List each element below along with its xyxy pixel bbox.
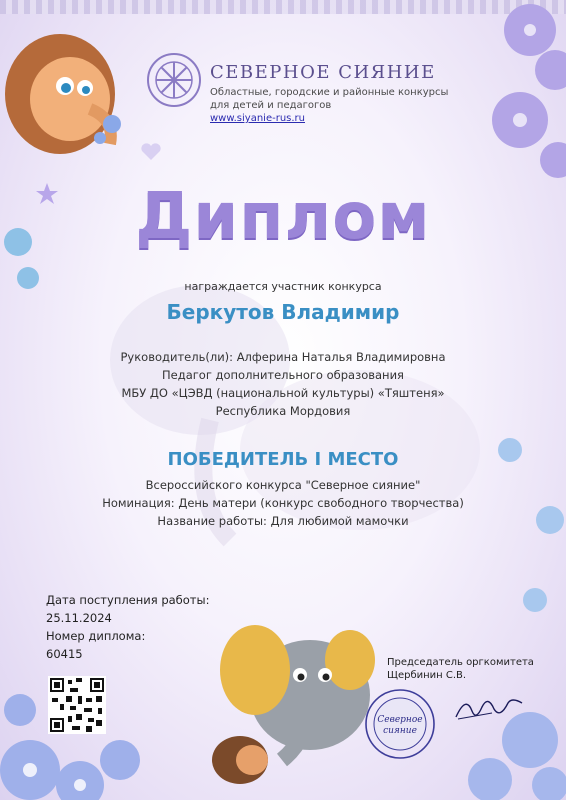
diploma-meta	[46, 591, 209, 663]
elephant-illustration	[200, 600, 380, 790]
supervisor-line: Руководитель(ли): Алферина Наталья Владимировна	[120, 350, 446, 364]
org-tagline	[210, 86, 450, 112]
mammoth-illustration	[0, 14, 130, 174]
diploma-title: Диплом	[135, 180, 431, 254]
org-url-link[interactable]: www.siyanie-rus.ru	[210, 113, 305, 124]
heart-icon	[140, 142, 162, 162]
region-line: Республика Мордовия	[215, 404, 351, 418]
contest-info	[0, 476, 566, 530]
awarded-text: награждается участник конкурса	[184, 280, 382, 293]
qr-code-icon[interactable]	[48, 676, 106, 734]
chair-title: Председатель оргкомитета	[387, 657, 534, 668]
stamp-text-1: Северное	[377, 715, 423, 725]
chair-name: Щербинин С.В.	[387, 670, 467, 681]
winner-place: ПОБЕДИТЕЛЬ I МЕСТО	[167, 449, 399, 470]
org-tagline-line2: для детей и педагогов	[210, 100, 332, 111]
org-name: СЕВЕРНОЕ СИЯНИЕ	[210, 62, 436, 83]
institution-line: МБУ ДО «ЦЭВД (национальной культуры) «Тяштеня»	[121, 386, 445, 400]
position-line: Педагог дополнительного образования	[162, 368, 404, 382]
stamp-text-2: сияние	[383, 726, 417, 736]
supervisor-info	[0, 348, 566, 420]
stamp-seal	[364, 688, 436, 760]
number-value: 60415	[46, 647, 83, 661]
flowers-top-right	[470, 0, 566, 200]
chair-block	[387, 656, 534, 682]
snowflake-logo-icon	[146, 52, 202, 108]
work-title-line: Название работы: Для любимой мамочки	[157, 514, 409, 528]
number-label: Номер диплома:	[46, 629, 146, 643]
date-label: Дата поступления работы:	[46, 593, 210, 607]
org-tagline-line1: Областные, городские и районные конкурсы	[210, 87, 449, 98]
date-value: 25.11.2024	[46, 611, 112, 625]
nomination-line: Номинация: День матери (конкурс свободного творчества)	[102, 496, 464, 510]
contest-line: Всероссийского конкурса "Северное сияние"	[145, 478, 421, 492]
signature-icon	[452, 695, 526, 725]
recipient-name: Беркутов Владимир	[166, 300, 400, 324]
